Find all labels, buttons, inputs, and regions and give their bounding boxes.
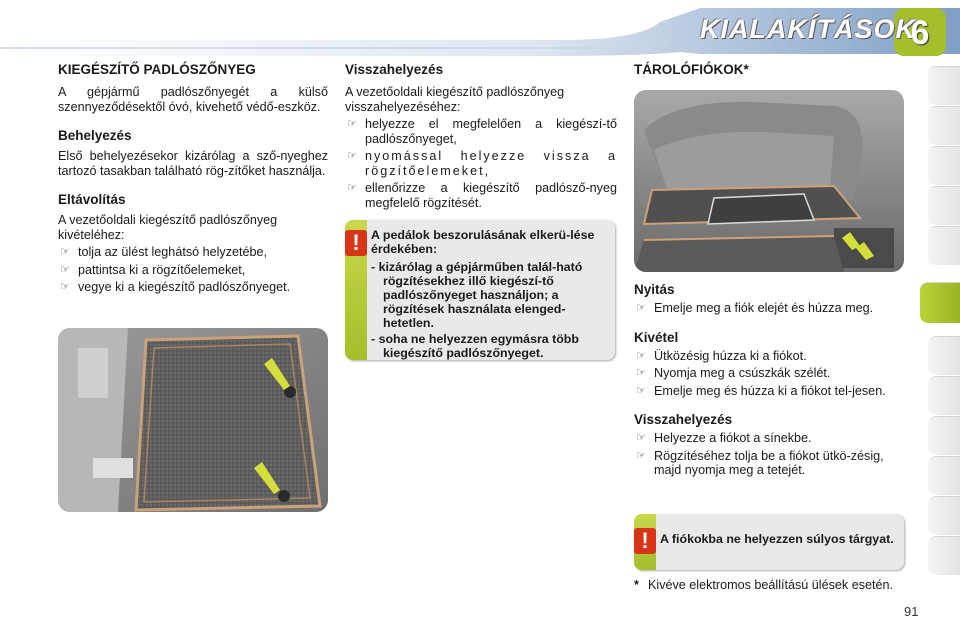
- heading-opening: Nyitás: [634, 282, 675, 297]
- list-item: ☞ Nyomja meg a csúszkák szélét.: [634, 366, 904, 381]
- warning-icon: !: [634, 528, 656, 554]
- footnote: [634, 578, 904, 593]
- side-tab[interactable]: [928, 146, 960, 185]
- removal-intro: A vezetőoldali kiegészítő padlószőnyeg kivételéhez:: [58, 213, 278, 242]
- list-item: ☞ pattintsa ki a rögzítőelemeket,: [58, 263, 328, 278]
- list-item: ☞ Ütközésig húzza ki a fiókot.: [634, 349, 904, 364]
- warning-drawers-text: A fiókokba ne helyezzen súlyos tárgyat.: [660, 532, 894, 546]
- removal-list: [58, 245, 328, 295]
- warning-pedals: [345, 220, 615, 360]
- refit-intro: A vezetőoldali kiegészítő padlószőnyeg visszahelyezéséhez:: [345, 85, 565, 114]
- list-item: ☞ ellenőrizze a kiegészítő padlósző-nyeg megfelelő rögzítését.: [345, 181, 617, 210]
- side-tab[interactable]: [928, 226, 960, 265]
- side-tab[interactable]: [928, 496, 960, 535]
- list-item: ☞ helyezze el megfelelően a kiegészí-tő padlószőnyeget,: [345, 117, 617, 146]
- side-tab[interactable]: [928, 376, 960, 415]
- heading-fitting: Behelyezés: [58, 128, 132, 143]
- section-title-storage-drawers: TÁROLÓFIÓKOK*: [634, 62, 749, 77]
- warning-icon: !: [345, 230, 367, 256]
- list-item: ☞ Helyezze a fiókot a sínekbe.: [634, 431, 904, 446]
- drawer-removal-list: [634, 349, 904, 399]
- side-tab[interactable]: [928, 66, 960, 105]
- heading-refit: Visszahelyezés: [345, 62, 444, 77]
- side-tab-active[interactable]: [920, 282, 960, 323]
- drawer-instructions: [634, 282, 904, 478]
- side-tab[interactable]: [928, 336, 960, 375]
- list-item: ☞ tolja az ülést leghátsó helyzetébe,: [58, 245, 328, 260]
- side-tab[interactable]: [928, 186, 960, 225]
- warning-item: - soha ne helyezzen egymásra több kiegészítő padlószőnyeget.: [371, 332, 579, 360]
- opening-list: [634, 301, 904, 316]
- footnote-text: Kivéve elektromos beállítású ülések esetén.: [648, 578, 894, 592]
- drawer-refit-list: [634, 431, 904, 478]
- chapter-number: 6: [910, 14, 930, 52]
- side-tab[interactable]: [928, 106, 960, 145]
- drawer-photo: [634, 90, 904, 272]
- fitting-text: Első behelyezésekor kizárólag a sző-nyeghez tartozó tasakban található rög-zítőket használja.: [58, 149, 328, 178]
- list-item: ☞ Emelje meg a fiók elejét és húzza meg.: [634, 301, 904, 316]
- list-item: ☞ vegye ki a kiegészítő padlószőnyeget.: [58, 280, 328, 295]
- list-item: ☞ Emelje meg és húzza ki a fiókot tel-jesen.: [634, 384, 904, 399]
- side-tab[interactable]: [928, 416, 960, 455]
- heading-removal: Eltávolítás: [58, 192, 126, 207]
- chapter-side-tabs: [928, 66, 960, 586]
- warning-drawers: [634, 514, 904, 570]
- floor-mat-photo: [58, 328, 328, 512]
- warning-item: - kizárólag a gépjárműben talál-ható rögzítésekhez illő kiegészí-tő padlószőnyeget használjon; a rögzítések használata elenged-hetetlen.: [371, 260, 583, 330]
- column-floor-mat: [58, 62, 328, 295]
- refit-list: [345, 117, 617, 210]
- page-number: 91: [904, 604, 919, 619]
- side-tab[interactable]: [928, 456, 960, 495]
- column-storage-drawers: [634, 62, 904, 77]
- heading-drawer-removal: Kivétel: [634, 329, 679, 345]
- floor-mat-intro: A gépjármű padlószőnyegét a külső szennyeződésektől óvó, kivehető védő-eszköz.: [58, 85, 328, 114]
- list-item: ☞ nyomással helyezze vissza a rögzítőelemeket,: [345, 149, 617, 178]
- warning-heading: A pedálok beszorulásának elkerü-lése érdekében:: [371, 228, 595, 256]
- heading-drawer-refit: Visszahelyezés: [634, 412, 733, 427]
- chapter-title: KIALAKÍTÁSOK: [700, 14, 916, 44]
- list-item: ☞ Rögzítéséhez tolja be a fiókot ütkö-zésig, majd nyomja meg a tetejét.: [634, 449, 904, 478]
- footnote-mark: *: [634, 578, 639, 592]
- section-title-floor-mat: KIEGÉSZÍTŐ PADLÓSZŐNYEG: [58, 62, 256, 77]
- column-refit: [345, 62, 617, 210]
- side-tab[interactable]: [928, 536, 960, 575]
